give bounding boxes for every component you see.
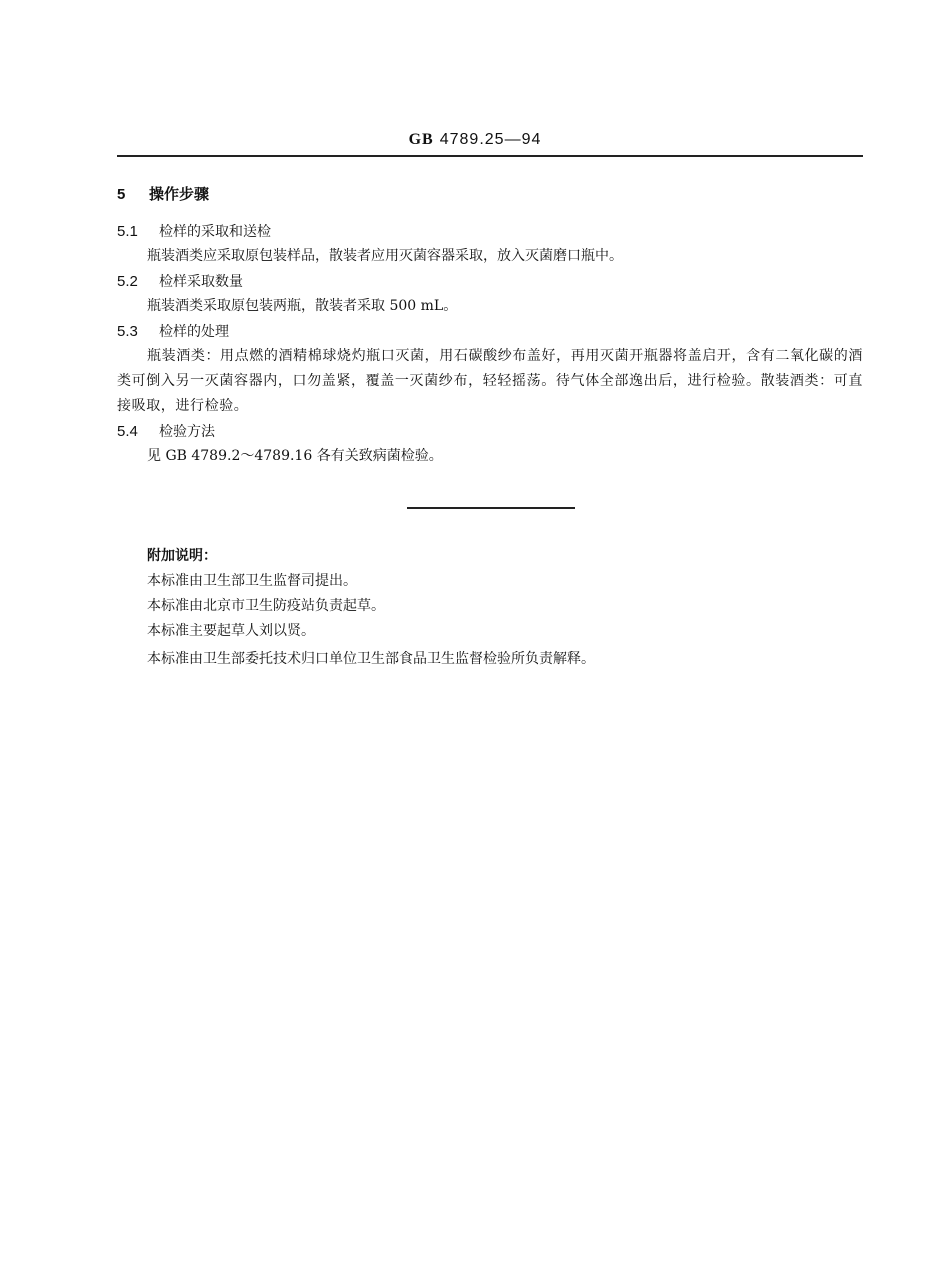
note-item: 本标准由北京市卫生防疫站负责起草。 [147,598,385,614]
subsection-number: 5.4 [117,423,138,440]
note-item: 本标准主要起草人刘以贤。 [147,623,315,639]
subsection-title: 检样的采取和送检 [159,224,271,240]
subsection-number: 5.2 [117,273,138,290]
document-header [0,127,950,152]
subsection-heading [117,269,243,295]
section-number: 5 [117,186,126,203]
subsection-text: 见 GB 4789.2～4789.16 各有关致病菌检验。 [147,448,443,464]
subsection-heading [117,319,229,345]
standard-prefix: GB [408,131,434,148]
subsection-heading [117,419,215,445]
subsection-number: 5.3 [117,323,138,340]
note-item: 本标准由卫生部委托技术归口单位卫生部食品卫生监督检验所负责解释。 [147,651,595,667]
standard-code: 4789.25—94 [439,131,542,148]
subsection-number: 5.1 [117,223,138,240]
subsection-text: 瓶装酒类采取原包装两瓶，散装者采取 500 mL。 [147,298,458,314]
subsection-heading [117,219,271,245]
subsection-title: 检样采取数量 [159,274,243,290]
subsection-text: 瓶装酒类：用点燃的酒精棉球烧灼瓶口灭菌，用石碳酸纱布盖好，再用灭菌开瓶器将盖启开，含有二氧化碳的酒类可倒入另一灭菌容器内，口勿盖紧，覆盖一灭菌纱布，轻轻摇荡。待气体全部逸出后，进行检验。散装酒类：可直接吸取，进行检验。 [117,348,863,414]
section-title: 操作步骤 [149,185,210,203]
subsection-title: 检验方法 [159,424,215,440]
subsection-title: 检样的处理 [159,324,229,340]
note-item: 本标准由卫生部卫生监督司提出。 [147,573,357,589]
section-heading [117,182,209,207]
notes-title: 附加说明： [147,548,217,564]
header-rule [117,155,863,157]
end-rule [407,507,575,509]
subsection-text: 瓶装酒类应采取原包装样品，散装者应用灭菌容器采取，放入灭菌磨口瓶中。 [147,248,623,264]
